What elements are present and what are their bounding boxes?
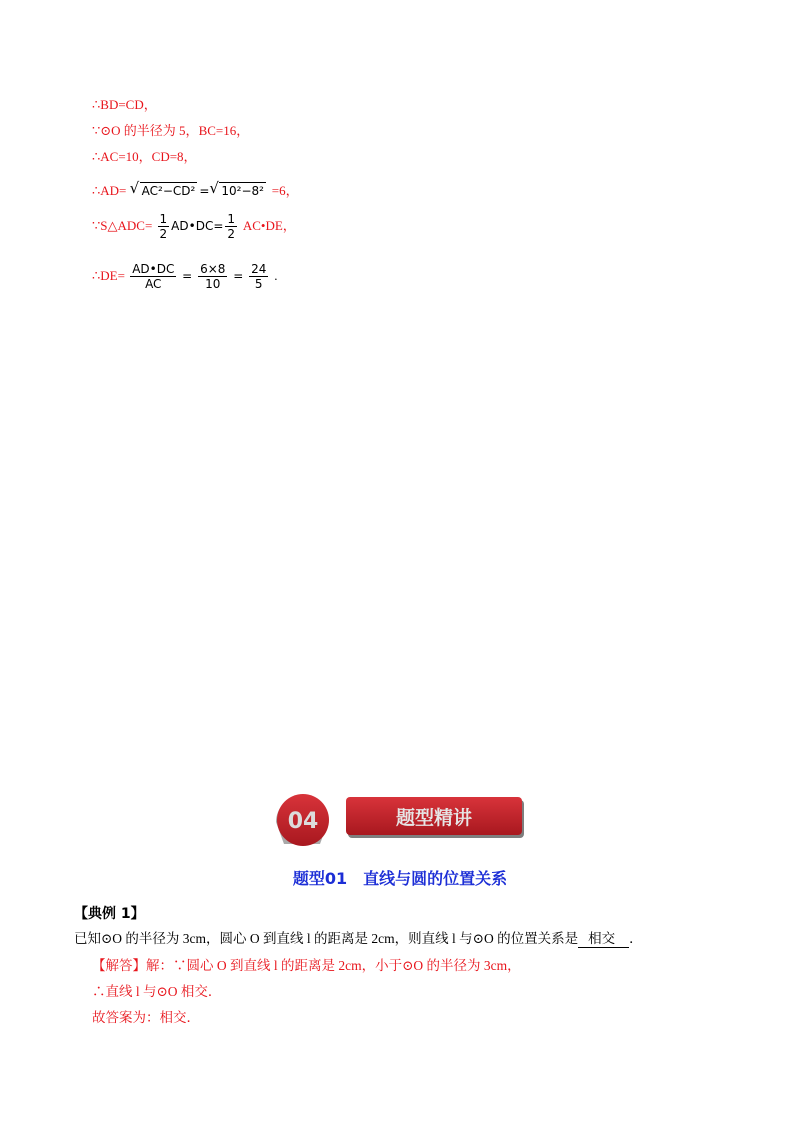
- example-question: [74, 927, 643, 948]
- solution-line-3: ∴AC=10，CD=8，: [92, 149, 197, 164]
- solution-line-1: ∴BD=CD，: [92, 97, 157, 112]
- solution-line-6: [92, 262, 277, 291]
- solution-line-2: [92, 123, 249, 139]
- answer-blank: 相交: [578, 927, 629, 948]
- fraction-48-over-10: $\frac{6\times 8}{10}$: [200, 262, 226, 291]
- sqrt-expression-1: √ AC²−CD²: [129, 179, 196, 198]
- question-text: 已知⊙O 的半径为 3cm，圆心 O 到直线 l 的距离是 2cm，则直线 l 与⊙O 的位置关系是: [74, 931, 579, 946]
- equals-sign-2: =: [233, 269, 244, 283]
- radius-statement: ∵⊙O 的半径为 5，: [92, 123, 199, 138]
- half-fraction-1: $\frac{1}{2}$: [159, 212, 168, 241]
- de-prefix: ∴DE=: [92, 268, 125, 283]
- section-title: 题型01 直线与圆的位置关系: [292, 869, 508, 888]
- example-label: 【典例 1】: [74, 906, 145, 922]
- half-fraction-2: $\frac{1}{2}$: [227, 212, 236, 241]
- equals-sign: =: [199, 184, 210, 198]
- banner-number: 04: [287, 809, 319, 834]
- area-suffix: AC•DE，: [242, 218, 296, 233]
- solution-step-1: 【解答】解：∵圆心 O 到直线 l 的距离是 2cm，小于⊙O 的半径为 3cm，: [92, 958, 521, 973]
- area-middle: AD•DC=: [171, 219, 224, 233]
- section-banner: [272, 792, 528, 852]
- solution-step-2: ∴直线 l 与⊙O 相交．: [92, 984, 222, 999]
- radicand-1: AC²−CD²: [141, 184, 196, 198]
- solution-step-3: 故答案为：相交．: [92, 1010, 200, 1025]
- ad-result: =6，: [271, 183, 299, 198]
- area-prefix: ∵S△ADC=: [92, 218, 153, 233]
- ad-prefix: ∴AD=: [92, 183, 127, 198]
- bc-statement: BC=16，: [198, 123, 250, 138]
- radicand-2: 10²−8²: [221, 184, 264, 198]
- solution-line-4: [92, 179, 299, 199]
- fraction-24-over-5: $\frac{24}{5}$: [251, 262, 267, 291]
- solution-line-5: [92, 212, 296, 241]
- banner-label: 题型精讲: [395, 807, 473, 829]
- fraction-ad-dc-over-ac: $\frac{AD•DC}{AC}$: [132, 262, 175, 291]
- period: .: [274, 268, 278, 283]
- sqrt-expression-2: √ 10²−8²: [209, 179, 264, 198]
- equals-sign-1: =: [182, 269, 193, 283]
- question-end: ．: [629, 931, 643, 946]
